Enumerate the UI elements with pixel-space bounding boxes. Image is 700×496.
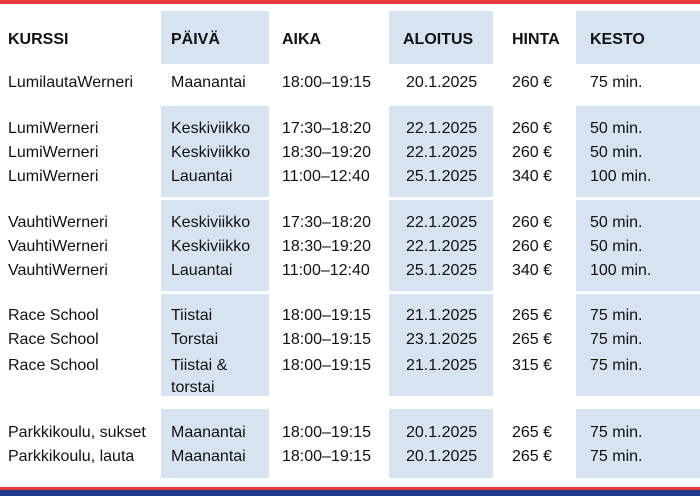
header-kurssi: KURSSI: [8, 31, 69, 48]
column-shade: [576, 409, 700, 478]
table-cell-hinta: 265 €: [512, 331, 553, 348]
table-cell-paiva: Maanantai: [171, 448, 246, 465]
table-cell-kurssi: LumiWerneri: [8, 168, 99, 185]
table-cell-kurssi: Parkkikoulu, sukset: [8, 424, 146, 441]
table-cell-kurssi: Parkkikoulu, lauta: [8, 448, 135, 465]
table-cell-paiva: Lauantai: [171, 262, 233, 279]
table-cell-aloitus: 20.1.2025: [406, 74, 478, 91]
table-cell-paiva: Keskiviikko: [171, 120, 251, 137]
table-cell-kurssi: Race School: [8, 331, 99, 348]
table-cell-kurssi: LumilautaWerneri: [8, 74, 134, 91]
table-cell-paiva-line2: torstai: [171, 379, 215, 396]
header-aika: AIKA: [282, 31, 322, 48]
table-cell-kesto: 50 min.: [590, 238, 643, 255]
column-shade: [161, 409, 269, 478]
table-cell-paiva: Lauantai: [171, 168, 233, 185]
table-cell-kurssi: Race School: [8, 307, 99, 324]
table-cell-aika: 18:30–19:20: [282, 144, 371, 161]
table-cell-kesto: 75 min.: [590, 307, 643, 324]
table-cell-aika: 18:00–19:15: [282, 424, 371, 441]
table-cell-kesto: 50 min.: [590, 120, 643, 137]
table-cell-kesto: 75 min.: [590, 74, 643, 91]
table-cell-aloitus: 20.1.2025: [406, 448, 478, 465]
table-cell-kurssi: Race School: [8, 357, 99, 374]
column-shade: [389, 409, 493, 478]
table-cell-aloitus: 23.1.2025: [406, 331, 478, 348]
table-cell-hinta: 260 €: [512, 214, 553, 231]
table-cell-hinta: 265 €: [512, 424, 553, 441]
table-cell-paiva: Tiistai &: [171, 357, 228, 374]
table-cell-kurssi: VauhtiWerneri: [8, 238, 108, 255]
table-cell-aloitus: 25.1.2025: [406, 168, 478, 185]
table-cell-aika: 17:30–18:20: [282, 120, 371, 137]
table-cell-kurssi: LumiWerneri: [8, 120, 99, 137]
table-cell-aika: 11:00–12:40: [282, 262, 370, 279]
table-cell-kurssi: LumiWerneri: [8, 144, 99, 161]
table-cell-kesto: 75 min.: [590, 331, 643, 348]
bottom-blue-rule: [0, 490, 700, 496]
header-hinta: HINTA: [512, 31, 560, 48]
table-cell-aloitus: 25.1.2025: [406, 262, 478, 279]
table-cell-hinta: 340 €: [512, 262, 553, 279]
header-paiva: PÄIVÄ: [171, 31, 220, 48]
table-cell-hinta: 340 €: [512, 168, 553, 185]
table-cell-paiva: Maanantai: [171, 424, 246, 441]
table-cell-hinta: 265 €: [512, 307, 553, 324]
table-cell-aloitus: 22.1.2025: [406, 120, 478, 137]
table-cell-aika: 18:00–19:15: [282, 448, 371, 465]
table-cell-aika: 11:00–12:40: [282, 168, 370, 185]
table-cell-hinta: 260 €: [512, 120, 553, 137]
table-cell-aloitus: 21.1.2025: [406, 307, 478, 324]
table-cell-paiva: Keskiviikko: [171, 144, 251, 161]
table-cell-kesto: 75 min.: [590, 424, 643, 441]
top-red-rule: [0, 0, 700, 4]
table-cell-aloitus: 22.1.2025: [406, 214, 478, 231]
table-cell-aika: 17:30–18:20: [282, 214, 371, 231]
table-cell-kesto: 75 min.: [590, 357, 643, 374]
table-cell-aika: 18:00–19:15: [282, 357, 371, 374]
table-cell-kesto: 50 min.: [590, 144, 643, 161]
table-cell-paiva: Keskiviikko: [171, 214, 251, 231]
table-cell-hinta: 265 €: [512, 448, 553, 465]
table-cell-hinta: 315 €: [512, 357, 553, 374]
table-cell-aika: 18:30–19:20: [282, 238, 371, 255]
table-cell-kesto: 75 min.: [590, 448, 643, 465]
header-kesto: KESTO: [590, 31, 645, 48]
table-cell-hinta: 260 €: [512, 238, 553, 255]
table-cell-aika: 18:00–19:15: [282, 74, 371, 91]
table-cell-hinta: 260 €: [512, 74, 553, 91]
table-cell-hinta: 260 €: [512, 144, 553, 161]
table-cell-paiva: Tiistai: [171, 307, 213, 324]
table-cell-aloitus: 20.1.2025: [406, 424, 478, 441]
table-cell-paiva: Torstai: [171, 331, 219, 348]
table-cell-kesto: 50 min.: [590, 214, 643, 231]
table-cell-paiva: Maanantai: [171, 74, 246, 91]
table-cell-aika: 18:00–19:15: [282, 307, 371, 324]
table-cell-aloitus: 22.1.2025: [406, 238, 478, 255]
table-cell-paiva: Keskiviikko: [171, 238, 251, 255]
header-aloitus: ALOITUS: [403, 31, 474, 48]
table-cell-kurssi: VauhtiWerneri: [8, 262, 108, 279]
table-cell-aloitus: 21.1.2025: [406, 357, 478, 374]
table-cell-kurssi: VauhtiWerneri: [8, 214, 108, 231]
table-cell-kesto: 100 min.: [590, 168, 652, 185]
table-cell-aloitus: 22.1.2025: [406, 144, 478, 161]
table-cell-kesto: 100 min.: [590, 262, 652, 279]
table-cell-aika: 18:00–19:15: [282, 331, 371, 348]
